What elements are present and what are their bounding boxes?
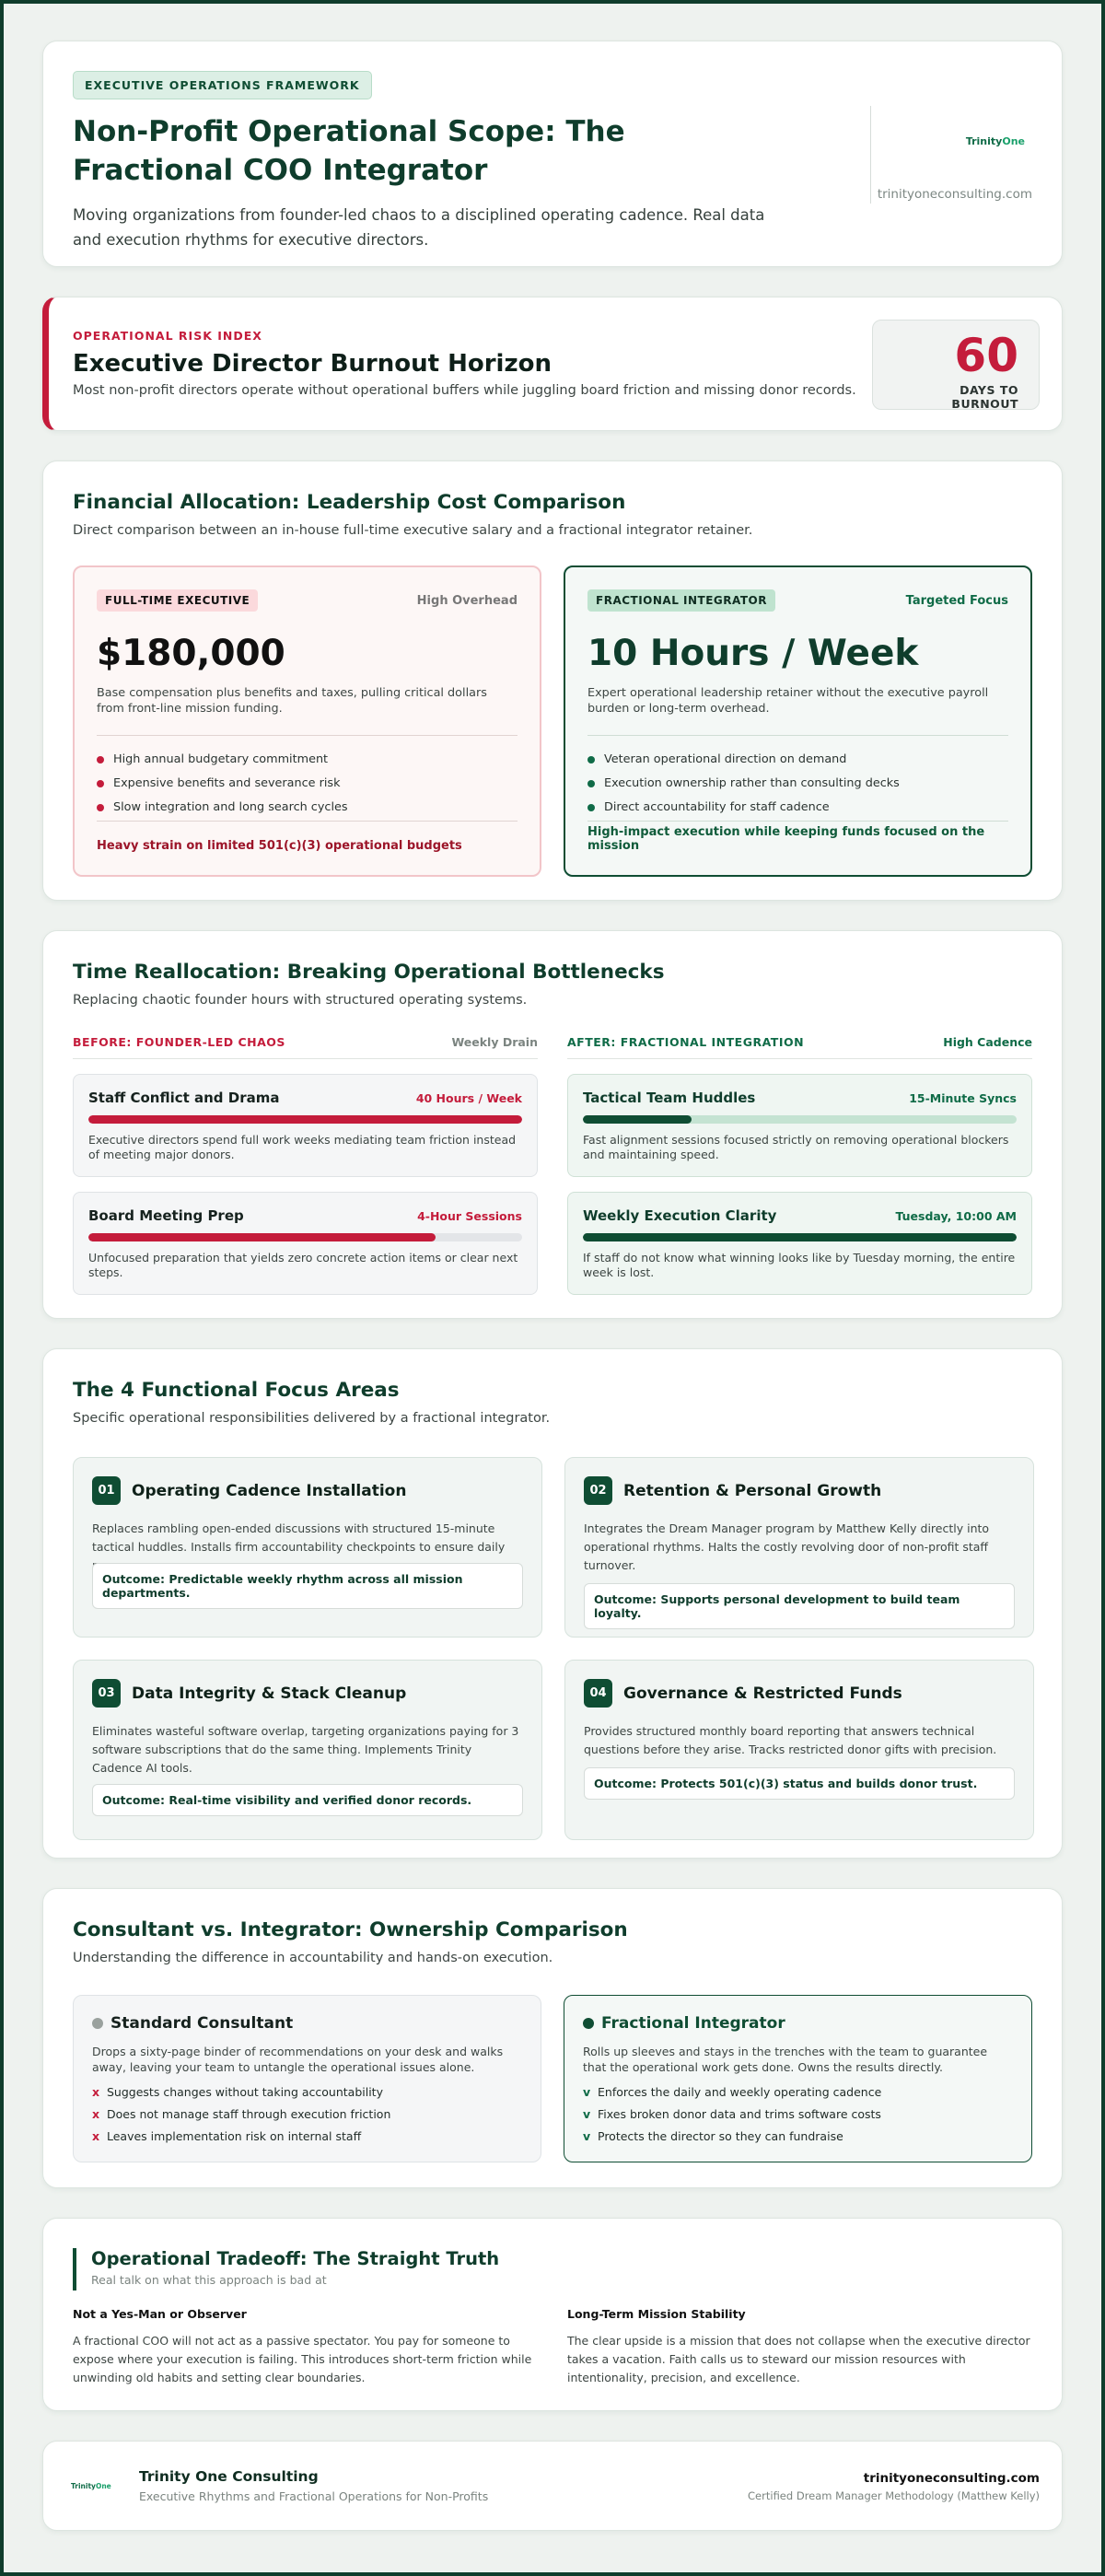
after-note: High Cadence bbox=[943, 1035, 1032, 1049]
time-bar bbox=[583, 1115, 1017, 1124]
list-item-text: Veteran operational direction on demand bbox=[604, 752, 847, 766]
financial-subtitle: Direct comparison between an in-house full-time executive salary and a fractional integrator retainer. bbox=[73, 523, 753, 538]
time-card-description: Executive directors spend full work weeks mediating team friction instead of meeting major donors. bbox=[88, 1133, 517, 1161]
list-item-text: Suggests changes without taking accountability bbox=[107, 2085, 383, 2099]
time-card-value: Tuesday, 10:00 AM bbox=[895, 1208, 1017, 1223]
focus-number-badge: 03 bbox=[92, 1679, 121, 1708]
time-bar bbox=[88, 1115, 522, 1124]
time-bar-fill bbox=[583, 1233, 1017, 1241]
logo-prefix: Trinity bbox=[71, 2481, 96, 2490]
footer bbox=[42, 2441, 1063, 2531]
time-card-team-huddles bbox=[567, 1074, 1032, 1177]
list-item bbox=[583, 2104, 1013, 2127]
list-item bbox=[583, 2082, 1013, 2104]
list-item bbox=[587, 775, 1008, 798]
fractional-integrator-card bbox=[564, 565, 1032, 877]
frac-list bbox=[587, 751, 1008, 822]
list-item-text: Slow integration and long search cycles bbox=[113, 800, 348, 814]
exec-description: Base compensation plus benefits and taxes, pulling critical dollars from front-line mission funding. bbox=[97, 686, 487, 716]
focus-card-governance bbox=[564, 1660, 1034, 1840]
risk-description: Most non-profit directors operate without operational buffers while juggling board friction and missing donor records. bbox=[73, 383, 856, 398]
gray-dot-icon bbox=[92, 2018, 103, 2029]
integrator-title: Fractional Integrator bbox=[601, 2014, 785, 2033]
risk-card bbox=[42, 297, 1063, 431]
footer-logo bbox=[71, 2482, 119, 2490]
frac-description: Expert operational leadership retainer without the executive payroll burden or long-term overhead. bbox=[587, 686, 989, 716]
list-item-text: Protects the director so they can fundraise bbox=[598, 2129, 843, 2143]
tradeoff-right bbox=[567, 2307, 1032, 2387]
list-item bbox=[97, 751, 518, 775]
focus-title: The 4 Functional Focus Areas bbox=[73, 1379, 400, 1402]
bullet-dot-icon bbox=[587, 756, 595, 763]
time-card-title: Tactical Team Huddles bbox=[583, 1090, 756, 1106]
exec-footer-note: Heavy strain on limited 501(c)(3) operational budgets bbox=[97, 839, 462, 853]
list-item bbox=[587, 751, 1008, 775]
check-mark-icon: v bbox=[583, 2107, 591, 2121]
logo-suffix: One bbox=[95, 2481, 111, 2490]
consult-title: Consultant vs. Integrator: Ownership Comparison bbox=[73, 1918, 628, 1941]
time-bar-fill bbox=[88, 1233, 436, 1241]
time-section bbox=[42, 930, 1063, 1319]
page-title: Non-Profit Operational Scope: The Fractional COO Integrator bbox=[73, 115, 625, 187]
exec-tag: FULL-TIME EXECUTIVE bbox=[97, 589, 258, 612]
before-label: BEFORE: FOUNDER-LED CHAOS bbox=[73, 1035, 285, 1049]
check-mark-icon: v bbox=[583, 2129, 591, 2143]
frac-note: Targeted Focus bbox=[905, 593, 1008, 608]
time-card-title: Board Meeting Prep bbox=[88, 1207, 244, 1224]
header-site-link[interactable]: trinityoneconsulting.com bbox=[877, 187, 1032, 202]
risk-eyebrow: OPERATIONAL RISK INDEX bbox=[73, 329, 262, 343]
time-subtitle: Replacing chaotic founder hours with structured operating systems. bbox=[73, 993, 528, 1008]
tradeoff-title: Operational Tradeoff: The Straight Truth bbox=[91, 2248, 500, 2269]
after-column bbox=[567, 1035, 1032, 1295]
burnout-days-label: DAYS TO BURNOUT bbox=[951, 383, 1018, 411]
focus-number-badge: 02 bbox=[584, 1476, 612, 1505]
x-mark-icon: x bbox=[92, 2107, 100, 2121]
divider bbox=[587, 735, 1008, 736]
time-card-description: Fast alignment sessions focused strictly on removing operational blockers and maintaining speed. bbox=[583, 1133, 1009, 1161]
divider bbox=[97, 821, 518, 822]
x-mark-icon: x bbox=[92, 2085, 100, 2099]
after-label: AFTER: FRACTIONAL INTEGRATION bbox=[567, 1035, 805, 1049]
time-bar-fill bbox=[583, 1115, 692, 1124]
focus-card-title: Operating Cadence Installation bbox=[132, 1481, 407, 1500]
time-card-title: Staff Conflict and Drama bbox=[88, 1090, 280, 1106]
tradeoff-left-heading: Not a Yes-Man or Observer bbox=[73, 2307, 247, 2321]
consult-subtitle: Understanding the difference in accountability and hands-on execution. bbox=[73, 1951, 553, 1965]
focus-card-title: Retention & Personal Growth bbox=[623, 1481, 882, 1500]
focus-card-outcome: Outcome: Real-time visibility and verified donor records. bbox=[92, 1784, 523, 1816]
focus-card-description: Replaces rambling open-ended discussions with structured 15-minute tactical huddles. Installs firm accountability checkpoints to ensure daily bbox=[92, 1521, 506, 1554]
tradeoff-right-text: The clear upside is a mission that does not collapse when the executive director takes a vacation. Faith calls us to steward our mission resources with intentionality, precision, and excellence. bbox=[567, 2334, 1030, 2384]
header-divider bbox=[870, 106, 871, 204]
footer-tagline: Executive Rhythms and Fractional Operations for Non-Profits bbox=[139, 2489, 489, 2503]
tradeoff-left bbox=[73, 2307, 538, 2387]
financial-title: Financial Allocation: Leadership Cost Comparison bbox=[73, 491, 626, 514]
consultant-title: Standard Consultant bbox=[110, 2014, 294, 2033]
list-item-text: Execution ownership rather than consulting decks bbox=[604, 776, 900, 790]
focus-subtitle: Specific operational responsibilities delivered by a fractional integrator. bbox=[73, 1411, 551, 1426]
list-item-text: Leaves implementation risk on internal staff bbox=[107, 2129, 362, 2143]
list-item-text: Enforces the daily and weekly operating cadence bbox=[598, 2085, 882, 2099]
time-card-description: If staff do not know what winning looks like by Tuesday morning, the entire week is lost. bbox=[583, 1251, 1016, 1279]
full-time-executive-card bbox=[73, 565, 541, 877]
tradeoff-section bbox=[42, 2218, 1063, 2411]
brand-logo bbox=[966, 135, 1025, 147]
check-mark-icon: v bbox=[583, 2085, 591, 2099]
fractional-integrator-comparison-card bbox=[564, 1995, 1032, 2162]
bullet-dot-icon bbox=[587, 780, 595, 787]
time-bar-fill bbox=[88, 1115, 522, 1124]
tradeoff-left-text: A fractional COO will not act as a passive spectator. You pay for someone to expose where your execution is failing. This introduces short-term friction while unwinding old habits and setting clear boundaries. bbox=[73, 2334, 532, 2384]
divider bbox=[97, 735, 518, 736]
time-title: Time Reallocation: Breaking Operational Bottlenecks bbox=[73, 961, 665, 984]
focus-card-outcome: Outcome: Predictable weekly rhythm across all mission departments. bbox=[92, 1563, 523, 1609]
time-card-value: 40 Hours / Week bbox=[415, 1090, 522, 1105]
list-item-text: Direct accountability for staff cadence bbox=[604, 800, 830, 814]
footer-site-link[interactable]: trinityoneconsulting.com bbox=[863, 2471, 1040, 2486]
time-card-value: 4-Hour Sessions bbox=[417, 1208, 522, 1223]
risk-title: Executive Director Burnout Horizon bbox=[73, 350, 552, 378]
focus-number-badge: 04 bbox=[584, 1679, 612, 1708]
logo-prefix: Trinity bbox=[965, 135, 1003, 147]
consultant-description: Drops a sixty-page binder of recommendations on your desk and walks away, leaving your team to untangle the operational issues alone. bbox=[92, 2045, 504, 2074]
focus-card-data-integrity bbox=[73, 1660, 542, 1840]
x-mark-icon: x bbox=[92, 2129, 100, 2143]
list-item bbox=[587, 798, 1008, 822]
page-subtitle: Moving organizations from founder-led chaos to a disciplined operating cadence. Real data and execution rhythms for executive directors. bbox=[73, 206, 765, 249]
list-item bbox=[92, 2082, 522, 2104]
financial-section bbox=[42, 460, 1063, 901]
list-item bbox=[97, 775, 518, 798]
list-item bbox=[583, 2127, 1013, 2149]
list-item bbox=[97, 798, 518, 822]
list-item-text: Does not manage staff through execution friction bbox=[107, 2107, 391, 2121]
consultant-list bbox=[92, 2082, 522, 2149]
time-card-staff-conflict bbox=[73, 1074, 538, 1177]
burnout-days-number: 60 bbox=[954, 329, 1018, 382]
green-dot-icon bbox=[583, 2018, 594, 2029]
time-card-board-prep bbox=[73, 1192, 538, 1295]
time-card-value: 15-Minute Syncs bbox=[909, 1090, 1017, 1105]
bullet-dot-icon bbox=[97, 804, 104, 811]
before-column bbox=[73, 1035, 538, 1295]
time-bar bbox=[88, 1233, 522, 1241]
time-card-title: Weekly Execution Clarity bbox=[583, 1207, 777, 1224]
tradeoff-subtitle: Real talk on what this approach is bad at bbox=[91, 2273, 327, 2287]
focus-card-title: Data Integrity & Stack Cleanup bbox=[132, 1684, 407, 1703]
exec-list bbox=[97, 751, 518, 822]
footer-certification: Certified Dream Manager Methodology (Matthew Kelly) bbox=[748, 2489, 1040, 2502]
focus-number-badge: 01 bbox=[92, 1476, 121, 1505]
list-item bbox=[92, 2127, 522, 2149]
focus-card-outcome: Outcome: Protects 501(c)(3) status and builds donor trust. bbox=[584, 1767, 1015, 1800]
list-item-text: Fixes broken donor data and trims software costs bbox=[598, 2107, 881, 2121]
list-item bbox=[92, 2104, 522, 2127]
focus-card-retention bbox=[564, 1457, 1034, 1638]
header-card bbox=[42, 41, 1063, 267]
time-card-description: Unfocused preparation that yields zero concrete action items or clear next steps. bbox=[88, 1251, 518, 1279]
logo-suffix: One bbox=[1002, 135, 1025, 147]
header-eyebrow: EXECUTIVE OPERATIONS FRAMEWORK bbox=[73, 71, 372, 99]
header-left bbox=[73, 71, 791, 249]
bullet-dot-icon bbox=[587, 804, 595, 811]
list-item-text: High annual budgetary commitment bbox=[113, 752, 329, 766]
integrator-description: Rolls up sleeves and stays in the trenches with the team to guarantee that the operational work gets done. Owns the results directly. bbox=[583, 2045, 988, 2074]
focus-card-description: Integrates the Dream Manager program by Matthew Kelly directly into operational rhythms. Halts the costly revolving door of non-profit staff turnover. bbox=[584, 1521, 990, 1572]
consultant-comparison-section bbox=[42, 1888, 1063, 2188]
time-bar bbox=[583, 1233, 1017, 1241]
divider bbox=[587, 821, 1008, 822]
focus-card-title: Governance & Restricted Funds bbox=[623, 1684, 902, 1703]
time-card-execution-clarity bbox=[567, 1192, 1032, 1295]
focus-card-description: Eliminates wasteful software overlap, targeting organizations paying for 3 software subscriptions that do the same thing. Implements Trinity Cadence AI tools. bbox=[92, 1724, 519, 1775]
exec-note: High Overhead bbox=[416, 593, 518, 608]
integrator-list bbox=[583, 2082, 1013, 2149]
bullet-dot-icon bbox=[97, 756, 104, 763]
burnout-counter bbox=[872, 320, 1040, 410]
exec-cost: $180,000 bbox=[97, 633, 285, 674]
bullet-dot-icon bbox=[97, 780, 104, 787]
frac-tag: FRACTIONAL INTEGRATOR bbox=[587, 589, 775, 612]
focus-card-outcome: Outcome: Supports personal development to build team loyalty. bbox=[584, 1583, 1015, 1629]
focus-section bbox=[42, 1348, 1063, 1859]
tradeoff-right-heading: Long-Term Mission Stability bbox=[567, 2307, 746, 2321]
footer-company-name: Trinity One Consulting bbox=[139, 2468, 319, 2485]
frac-hours: 10 Hours / Week bbox=[587, 633, 919, 674]
list-item-text: Expensive benefits and severance risk bbox=[113, 776, 341, 790]
standard-consultant-card bbox=[73, 1995, 541, 2162]
focus-card-description: Provides structured monthly board reporting that answers technical questions before they arise. Tracks restricted donor gifts with precision. bbox=[584, 1724, 997, 1756]
before-note: Weekly Drain bbox=[451, 1035, 538, 1049]
focus-card-cadence bbox=[73, 1457, 542, 1638]
frac-footer-note: High-impact execution while keeping funds focused on the mission bbox=[587, 825, 985, 853]
